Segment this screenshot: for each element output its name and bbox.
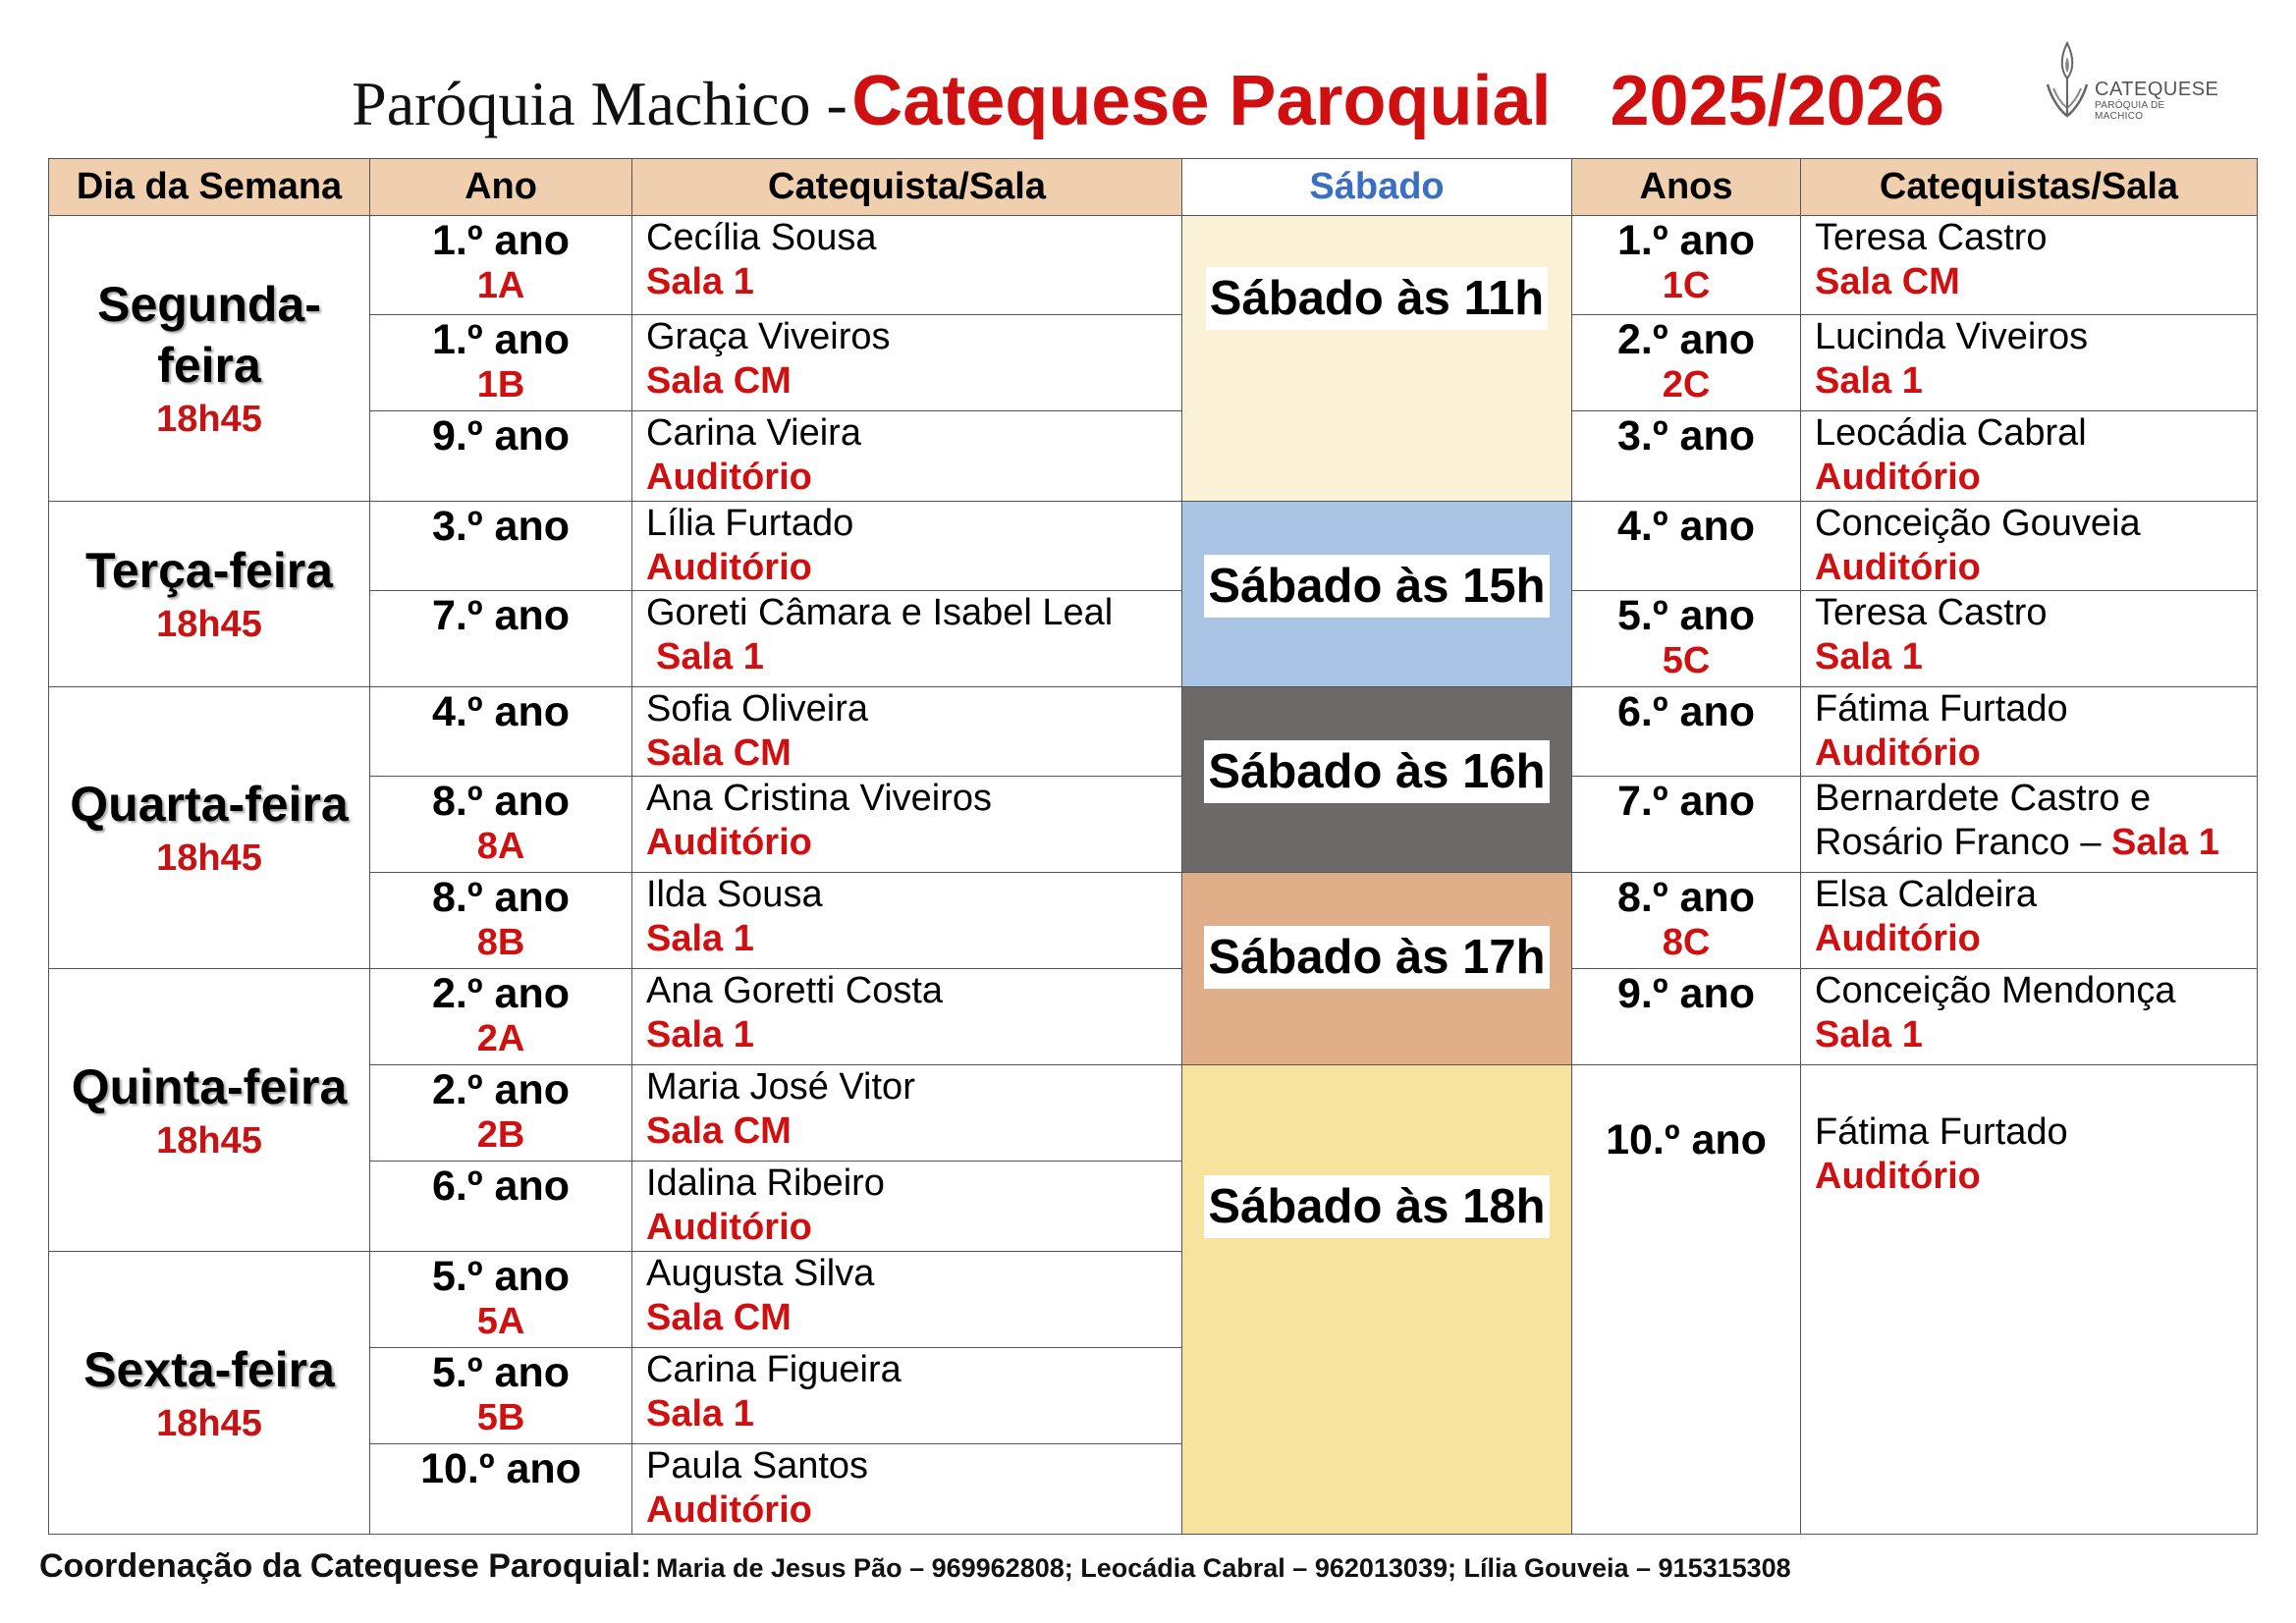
sala-label: Auditório (1815, 918, 1981, 959)
logo-text: CATEQUESE (2095, 79, 2219, 100)
ano-cell (1572, 502, 1801, 591)
ano-label: 2.º ano (432, 970, 570, 1017)
ano-cell (370, 687, 632, 777)
day-time: 18h45 (156, 838, 262, 879)
ano-label: 8.º ano (432, 874, 570, 921)
group-label: 8A (476, 826, 525, 867)
header-ano: Ano (370, 159, 632, 216)
catequista-name: Cecília Sousa (646, 217, 877, 258)
sala-label: Auditório (1815, 732, 1981, 774)
logo-subtext: PARÓQUIA DE MACHICO (2095, 100, 2165, 122)
ano-cell (1572, 411, 1801, 502)
sala-label: Auditório (1815, 1156, 1981, 1197)
catequista-cell (632, 1252, 1182, 1348)
ano-label: 6.º ano (1617, 688, 1755, 735)
catequista-name: Idalina Ribeiro (646, 1163, 885, 1204)
group-label: 5B (476, 1397, 525, 1438)
ano-cell (370, 1444, 632, 1535)
ano-label: 8.º ano (432, 778, 570, 825)
ano-label: 7.º ano (1617, 778, 1755, 825)
ano-cell (370, 1252, 632, 1348)
catequista-name: Goreti Câmara e Isabel Leal (646, 592, 1114, 633)
catequista-cell (1801, 1065, 2258, 1535)
ano-label: 3.º ano (432, 503, 570, 550)
catequista-cell (632, 315, 1182, 411)
ano-cell (1572, 687, 1801, 777)
catequista-name: Elsa Caldeira (1815, 874, 2037, 915)
sabado-slot-16h (1182, 687, 1572, 873)
ano-label: 10.º ano (420, 1445, 581, 1492)
day-time: 18h45 (156, 604, 262, 645)
catequista-cell (1801, 315, 2258, 411)
catequista-name: Maria José Vitor (646, 1066, 915, 1108)
group-label: 8C (1662, 922, 1711, 963)
catequista-name: Fátima Furtado (1815, 1111, 2068, 1153)
catequista-cell (1801, 502, 2258, 591)
ano-cell (1572, 969, 1801, 1065)
ano-label: 1.º ano (1617, 217, 1755, 264)
catequista-cell (632, 1162, 1182, 1252)
sala-label: Auditório (646, 457, 812, 498)
group-label: 5A (476, 1301, 525, 1342)
day-terca (49, 502, 370, 687)
sabado-slot-18h (1182, 1065, 1572, 1535)
sabado-slot-17h (1182, 873, 1572, 1065)
sala-label: Auditório (646, 1489, 812, 1531)
ano-cell (370, 591, 632, 687)
ano-label: 6.º ano (432, 1163, 570, 1210)
ano-cell (1572, 216, 1801, 315)
catequista-name: Conceição Mendonça (1815, 970, 2176, 1011)
table-row (49, 969, 2258, 1065)
catequista-cell (632, 969, 1182, 1065)
sala-label: Sala CM (1815, 261, 1960, 302)
catequista-name: Sofia Oliveira (646, 688, 868, 730)
catequista-cell (632, 1065, 1182, 1162)
sabado-slot-label: Sábado às 15h (1204, 555, 1549, 618)
ano-label: 10.º ano (1606, 1116, 1767, 1163)
header-sabado: Sábado (1182, 159, 1572, 216)
group-label: 1B (476, 364, 525, 406)
sala-label: Sala 1 (656, 636, 764, 677)
day-quinta (49, 969, 370, 1252)
ano-label: 9.º ano (432, 412, 570, 460)
catequista-cell (632, 502, 1182, 591)
ano-label: 7.º ano (432, 592, 570, 639)
parish-name: Paróquia Machico - (352, 69, 847, 138)
ano-label: 4.º ano (1617, 503, 1755, 550)
day-name: Segunda- (97, 277, 321, 332)
ano-cell (370, 315, 632, 411)
header-catequista: Catequista/Sala (632, 159, 1182, 216)
sala-label: Sala CM (646, 732, 792, 774)
ano-label: 5.º ano (432, 1349, 570, 1396)
catequista-name: Paula Santos (646, 1445, 869, 1487)
catequista-cell (1801, 591, 2258, 687)
catequista-cell (1801, 687, 2258, 777)
sala-label: Sala 1 (646, 261, 754, 302)
sala-label: Sala 1 (1815, 1014, 1923, 1055)
ano-cell (370, 777, 632, 873)
catequista-name: Ana Goretti Costa (646, 970, 944, 1011)
day-name: Terça-feira (85, 543, 333, 598)
sala-label: Auditório (646, 1207, 812, 1248)
sala-label: Auditório (1815, 547, 1981, 588)
catequista-cell (632, 411, 1182, 502)
group-label: 8B (476, 922, 525, 963)
table-row (49, 777, 2258, 873)
table-row (49, 411, 2258, 502)
day-segunda (49, 216, 370, 502)
day-name: feira (157, 338, 261, 393)
catechesis-title: Catequese Paroquial (851, 62, 1552, 140)
sala-label: Sala 1 (646, 1014, 754, 1055)
candle-flame-logo-icon (2038, 37, 2097, 126)
catequista-name: Teresa Castro (1815, 592, 2048, 633)
header-catequistas: Catequistas/Sala (1801, 159, 2258, 216)
footer-label: Coordenação da Catequese Paroquial: (39, 1547, 652, 1585)
group-label: 2A (476, 1018, 525, 1059)
sala-label: Sala CM (646, 1110, 792, 1152)
day-quarta (49, 687, 370, 969)
sala-label: Sala 1 (2111, 822, 2219, 863)
ano-cell (370, 1065, 632, 1162)
ano-label: 2.º ano (1617, 316, 1755, 363)
sabado-slot-11h (1182, 216, 1572, 502)
table-row (49, 1065, 2258, 1162)
catequista-cell (632, 591, 1182, 687)
catequista-cell (632, 1348, 1182, 1444)
catequista-cell (1801, 216, 2258, 315)
day-sexta (49, 1252, 370, 1535)
catequista-cell (632, 216, 1182, 315)
catequista-name: Fátima Furtado (1815, 688, 2068, 730)
catequista-name: Lília Furtado (646, 503, 854, 544)
ano-label: 5.º ano (432, 1253, 570, 1300)
sabado-slot-label: Sábado às 18h (1204, 1175, 1549, 1238)
schedule-table (48, 158, 2258, 1535)
catequista-name: Rosário Franco – (1815, 822, 2102, 863)
catequista-name: Ilda Sousa (646, 874, 823, 915)
header-anos: Anos (1572, 159, 1801, 216)
school-year: 2025/2026 (1610, 62, 1944, 140)
sabado-slot-label: Sábado às 17h (1204, 926, 1549, 989)
ano-cell (1572, 873, 1801, 969)
sala-label: Sala 1 (646, 918, 754, 959)
page-title (0, 61, 2296, 159)
table-row (49, 873, 2258, 969)
day-time: 18h45 (156, 1402, 262, 1444)
ano-cell (370, 1348, 632, 1444)
ano-cell (370, 502, 632, 591)
catequista-name: Graça Viveiros (646, 316, 891, 357)
catequista-name: Carina Figueira (646, 1349, 902, 1390)
ano-label: 2.º ano (432, 1066, 570, 1113)
day-name: Quarta-feira (70, 777, 349, 832)
catequista-cell (1801, 411, 2258, 502)
catequista-cell (632, 1444, 1182, 1535)
catequista-cell (632, 777, 1182, 873)
sala-label: Auditório (646, 547, 812, 588)
catequista-cell (1801, 969, 2258, 1065)
ano-label: 4.º ano (432, 688, 570, 735)
ano-cell (1572, 315, 1801, 411)
sala-label: Auditório (1815, 457, 1981, 498)
header-row (49, 159, 2258, 216)
catequista-name: Bernardete Castro e (1815, 778, 2152, 819)
header-dia: Dia da Semana (49, 159, 370, 216)
day-name: Quinta-feira (71, 1058, 348, 1114)
catequista-cell (1801, 873, 2258, 969)
day-time: 18h45 (156, 1119, 262, 1162)
catequista-cell (632, 687, 1182, 777)
sabado-slot-label: Sábado às 16h (1204, 740, 1549, 803)
sala-label: Sala 1 (1815, 360, 1923, 402)
group-label: 1A (476, 265, 525, 306)
ano-label: 9.º ano (1617, 970, 1755, 1017)
sala-label: Sala CM (646, 360, 792, 402)
ano-cell (1572, 1065, 1801, 1535)
ano-cell (1572, 591, 1801, 687)
group-label: 5C (1662, 640, 1711, 681)
table-row (49, 216, 2258, 315)
sala-label: Sala CM (646, 1297, 792, 1338)
catequista-name: Carina Vieira (646, 412, 861, 454)
group-label: 1C (1662, 265, 1711, 306)
ano-label: 3.º ano (1617, 412, 1755, 460)
footer-contacts: Maria de Jesus Pão – 969962808; Leocádia Cabral – 962013039; Lília Gouveia – 915315308 (655, 1553, 1791, 1583)
catequista-name: Teresa Castro (1815, 217, 2048, 258)
day-name: Sexta-feira (83, 1341, 335, 1397)
ano-cell (370, 873, 632, 969)
catequista-name: Augusta Silva (646, 1253, 875, 1294)
catequista-name: Ana Cristina Viveiros (646, 778, 993, 819)
ano-cell (370, 1162, 632, 1252)
group-label: 2C (1662, 364, 1711, 406)
coordination-footer (39, 1547, 1791, 1586)
table-row (49, 591, 2258, 687)
ano-cell (370, 216, 632, 315)
sala-label: Sala 1 (646, 1393, 754, 1434)
ano-label: 8.º ano (1617, 874, 1755, 921)
ano-cell (370, 969, 632, 1065)
catequista-name: Conceição Gouveia (1815, 503, 2141, 544)
table-row (49, 502, 2258, 591)
catequese-logo (2038, 37, 2219, 126)
ano-label: 1.º ano (432, 217, 570, 264)
ano-cell (1572, 777, 1801, 873)
ano-label: 1.º ano (432, 316, 570, 363)
ano-label: 5.º ano (1617, 592, 1755, 639)
ano-cell (370, 411, 632, 502)
group-label: 2B (476, 1114, 525, 1156)
catequista-cell (632, 873, 1182, 969)
sabado-slot-15h (1182, 502, 1572, 687)
day-time: 18h45 (156, 399, 262, 440)
sala-label: Sala 1 (1815, 636, 1923, 677)
table-row (49, 315, 2258, 411)
catequista-name: Lucinda Viveiros (1815, 316, 2089, 357)
sala-label: Auditório (646, 822, 812, 863)
sabado-slot-label: Sábado às 11h (1206, 267, 1548, 330)
catequista-cell (1801, 777, 2258, 873)
catequista-name: Leocádia Cabral (1815, 412, 2087, 454)
table-row (49, 687, 2258, 777)
